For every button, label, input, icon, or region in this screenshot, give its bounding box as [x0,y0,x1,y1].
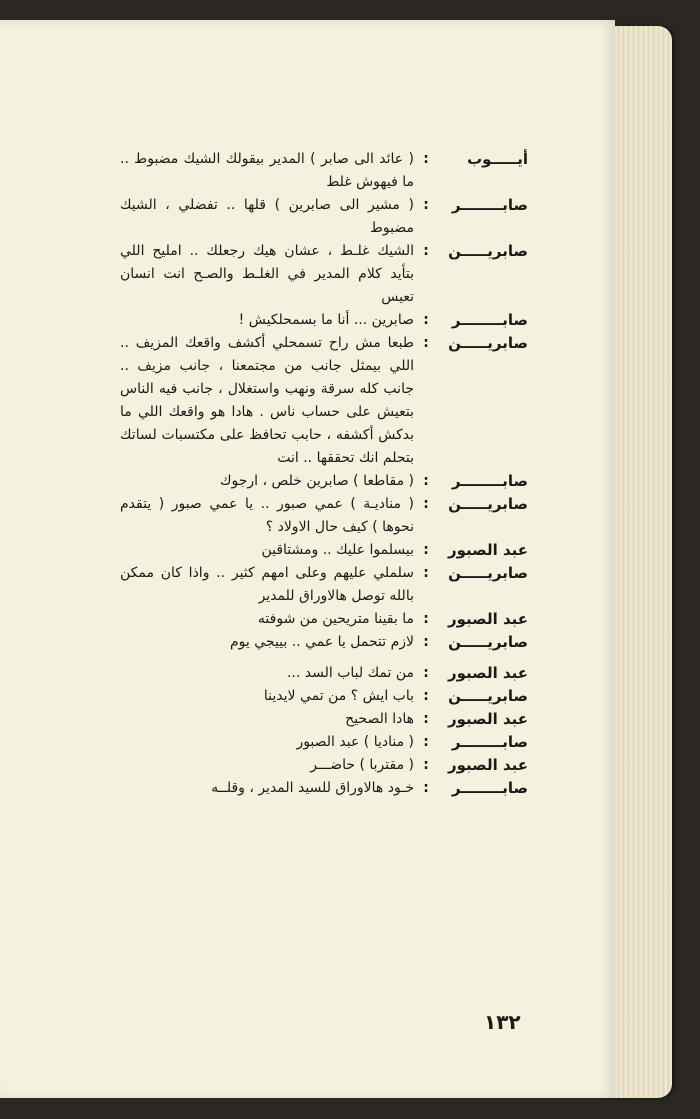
speaker-name: صابريـــــن [448,495,528,513]
speaker-name: أيـــــوب [467,150,528,168]
dialogue-line [120,148,528,194]
dialogue-line [120,631,528,654]
speaker-name: عبد الصبور [448,756,528,774]
dialogue-line [120,685,528,708]
speaker-name: صابريـــــن [448,633,528,651]
dialogue-text: صابرين ... أنا ما بسمحلكيش ! [238,312,414,328]
dialogue-text: ( مناديا ) عبد الصبور [296,734,414,750]
dialogue-text: ( مناديـة ) عمي صبور .. يا عمي صبور ( يتقدم نحوها ) كيف حال الاولاد ؟ [120,496,414,535]
speaker-colon: : [423,611,429,627]
speaker-name: عبد الصبور [448,710,528,728]
speaker-colon: : [423,151,429,167]
dialogue-text: ما بقينا متريحين من شوفته [257,611,414,627]
speaker-colon: : [423,711,429,727]
dialogue-line [120,309,528,332]
speaker-name: صابريـــــن [448,242,528,260]
speaker-colon: : [423,243,429,259]
speaker-name: صابريـــــن [448,687,528,705]
speaker-colon: : [423,634,429,650]
dialogue-line [120,662,528,685]
dialogue-line [120,731,528,754]
speaker-colon: : [423,312,429,328]
speaker-name: صابــــــــر [451,779,528,797]
speaker-colon: : [423,780,429,796]
speaker-colon: : [423,565,429,581]
speaker-colon: : [423,335,429,351]
dialogue-text: هادا الصحيح [345,711,414,727]
speaker-name: صابــــــــر [451,196,528,214]
dialogue-text: ( مشير الى صابرين ) قلها .. تفضلي ، الشيك مضبوط [120,197,414,236]
page-number: ١٣٢ [484,1010,521,1034]
speaker-name: صابريـــــن [448,564,528,582]
dialogue-line [120,777,528,800]
speaker-name: عبد الصبور [448,610,528,628]
dialogue-line [120,754,528,777]
dialogue-line [120,708,528,731]
dialogue-text: طبعا مش راح تسمحلي أكشف واقعك المزيف .. اللي بيمثل جانب من مجتمعنا ، جانب مزيف .. جانب كله سرقة ونهب واستغلال ، جانب فيه الناس بتعيش على حساب ناس . هادا هو واقعك اللي ما بدكش أكشفه ، حابب تحافظ على مكتسبات لساتك بتحلم انك تحققها .. انت [120,335,414,466]
speaker-name: صابــــــــر [451,472,528,490]
dialogue-line [120,608,528,631]
speaker-name: صابريـــــن [448,334,528,352]
dialogue-line [120,194,528,240]
dialogue-block [120,148,528,800]
speaker-colon: : [423,197,429,213]
dialogue-line [120,493,528,539]
speaker-name: عبد الصبور [448,664,528,682]
dialogue-text: ( مقتربا ) حاضـــر [310,757,414,773]
speaker-name: عبد الصبور [448,541,528,559]
speaker-colon: : [423,757,429,773]
dialogue-line [120,240,528,309]
dialogue-text: سلملي عليهم وعلى امهم كثير .. واذا كان ممكن بالله توصل هالاوراق للمدير [120,565,414,604]
speaker-colon: : [423,496,429,512]
dialogue-text: الشيك غلـط ، عشان هيك رجعلك .. امليح اللي بتأيد كلام المدير في الغلـط والصـح انت انسان تعيس [120,243,414,305]
dialogue-text: ( مقاطعا ) صابرين خلص ، ارجوك [220,473,414,489]
speaker-name: صابــــــــر [451,733,528,751]
dialogue-text: ( عائد الى صابر ) المدير بيقولك الشيك مضبوط .. ما فيهوش غلط [120,151,414,190]
dialogue-line [120,332,528,470]
dialogue-text: لازم تتحمل يا عمي .. بييجي يوم [230,634,414,650]
speaker-colon: : [423,734,429,750]
dialogue-text: باب ايش ؟ من تمي لايدينا [263,688,414,704]
speaker-colon: : [423,542,429,558]
dialogue-line [120,539,528,562]
dialogue-text: من تمك لباب السد ... [286,665,414,681]
dialogue-text: خـود هالاوراق للسيد المدير ، وقلــه [211,780,414,796]
book-page [0,20,615,1098]
speaker-colon: : [423,473,429,489]
speaker-name: صابــــــــر [451,311,528,329]
dialogue-line [120,470,528,493]
speaker-colon: : [423,688,429,704]
dialogue-text: بيسلموا عليك .. ومشتاقين [261,542,414,558]
dialogue-line [120,562,528,608]
speaker-colon: : [423,665,429,681]
